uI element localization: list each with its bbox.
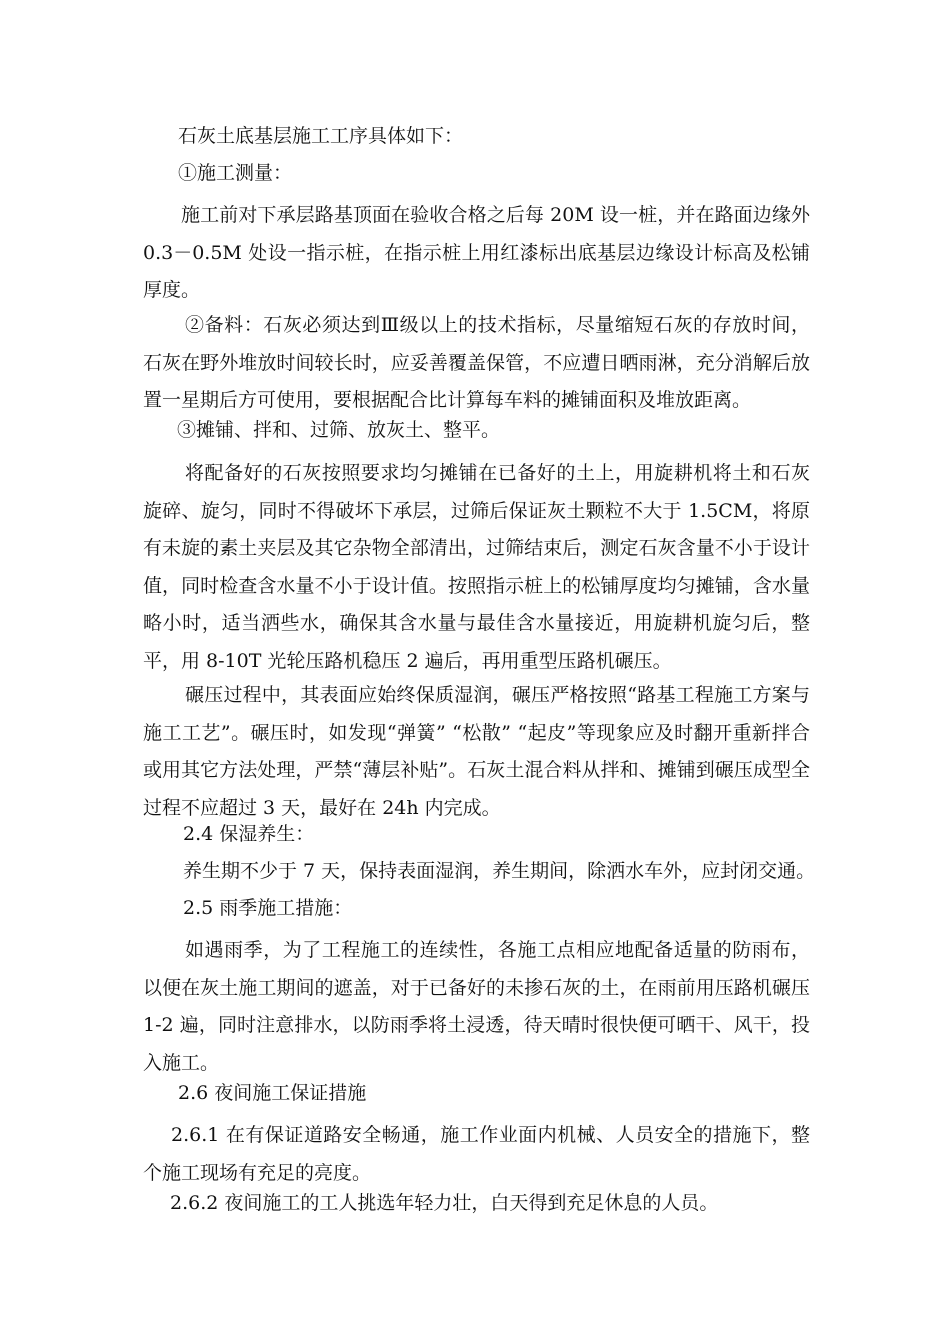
section-2-6-heading: 2.6 夜间施工保证措施 [178, 1082, 367, 1104]
section-2-4-paragraph: 养生期不少于 7 天，保持表面湿润，养生期间，除洒水车外，应封闭交通。 [183, 860, 816, 882]
compaction-paragraph: 碾压过程中，其表面应始终保质湿润，碾压严格按照“路基工程施工方案与施工工艺”。碾压时，如发现“弹簧” “松散” “起皮”等现象应及时翻开重新拌合或用其它方法处理，严禁“薄层补贴”。石灰土混合料从拌和、摊铺到碾压成型全过程不应超过 3 天，最好在 24h 内完成。 [143, 684, 810, 819]
step-1-paragraph: 施工前对下承层路基顶面在验收合格之后每 20M 设一桩，并在路面边缘外 0.3－0.5M 处设一指示桩，在指示桩上用红漆标出底基层边缘设计标高及松铺厚度。 [143, 204, 810, 301]
section-2-6-2-paragraph: 2.6.2 夜间施工的工人挑选年轻力壮，白天得到充足休息的人员。 [170, 1192, 719, 1214]
step-3-paragraph: 将配备好的石灰按照要求均匀摊铺在已备好的土上，用旋耕机将土和石灰旋碎、旋匀，同时不得破坏下承层，过筛后保证灰土颗粒不大于 1.5CM，将原有未旋的素土夹层及其它杂物全部清出，过筛结束后，测定石灰含量不小于设计值，同时检查含水量不小于设计值。按照指示桩上的松铺厚度均匀摊铺，含水量略小时，适当洒些水，确保其含水量与最佳含水量接近，用旋耕机旋匀后，整平，用 8-10T 光轮压路机稳压 2 遍后，再用重型压路机碾压。 [143, 462, 810, 672]
section-2-5-paragraph: 如遇雨季，为了工程施工的连续性，各施工点相应地配备适量的防雨布，以便在灰土施工期间的遮盖，对于已备好的未掺石灰的土，在雨前用压路机碾压 1-2 遍，同时注意排水，以防雨季将土浸透，待天晴时很快便可晒干、风干，投入施工。 [143, 939, 810, 1074]
step-3-heading: ③摊铺、拌和、过筛、放灰土、整平。 [177, 419, 501, 441]
section-2-5-heading: 2.5 雨季施工措施： [183, 897, 353, 919]
step-2-paragraph: ②备料：石灰必须达到Ⅲ级以上的技术指标，尽量缩短石灰的存放时间，石灰在野外堆放时间较长时，应妥善覆盖保管，不应遭日晒雨淋，充分消解后放置一星期后方可使用，要根据配合比计算每车料的摊铺面积及堆放距离。 [143, 314, 810, 411]
section-2-6-1-paragraph: 2.6.1 在有保证道路安全畅通，施工作业面内机械、人员安全的措施下，整个施工现场有充足的亮度。 [143, 1124, 810, 1184]
section-2-4-heading: 2.4 保湿养生： [183, 823, 315, 845]
step-1-heading: ①施工测量： [178, 162, 293, 184]
heading-process-steps: 石灰土底基层施工工序具体如下： [178, 125, 464, 147]
